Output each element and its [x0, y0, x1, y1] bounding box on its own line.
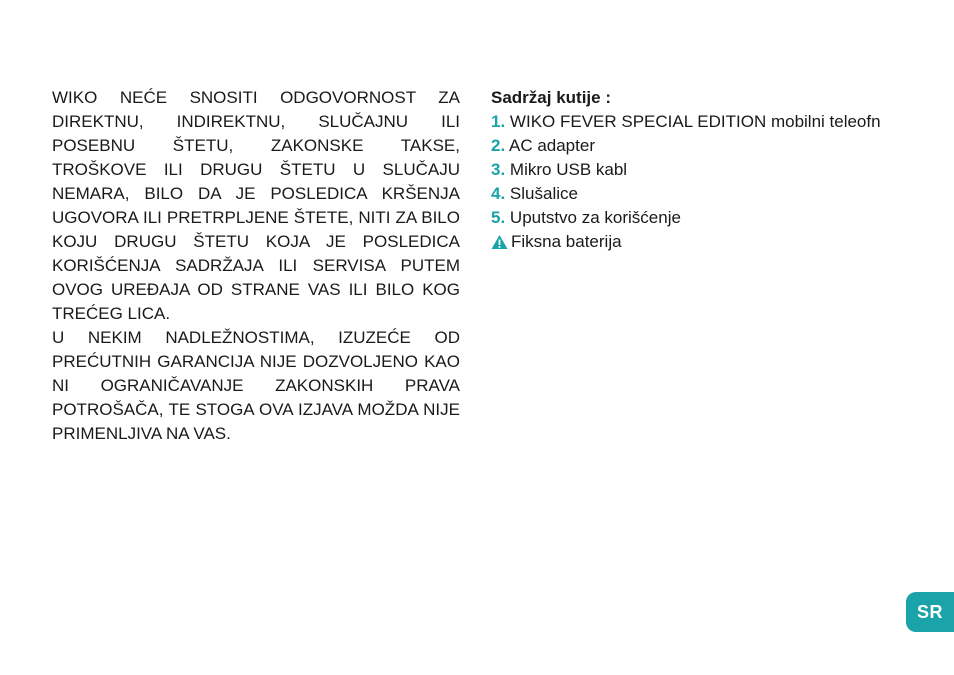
warning-text: Fiksna baterija — [511, 232, 622, 251]
disclaimer-paragraph-2: U NEKIM NADLEŽNOSTIMA, IZUZEĆE OD PREĆUTNIH GARANCIJA NIJE DOZVOLJENO KAO NI OGRANIČAVANJE ZAKONSKIH PRAVA POTROŠAČA, TE STOGA OVA IZJAVA MOŽDA NIJE PRIMENLJIVA NA VAS. — [52, 328, 460, 443]
item-number: 3. — [491, 160, 506, 179]
list-item — [491, 206, 931, 230]
list-item — [491, 110, 931, 134]
warning-item — [491, 230, 931, 254]
warning-triangle-icon — [491, 234, 508, 250]
item-text: AC adapter — [508, 136, 595, 155]
item-text: Uputstvo za korišćenje — [509, 208, 681, 227]
item-text: WIKO FEVER SPECIAL EDITION mobilni teleofn — [509, 112, 881, 131]
item-number: 4. — [491, 184, 506, 203]
list-item — [491, 182, 931, 206]
item-text: Mikro USB kabl — [509, 160, 628, 179]
list-item — [491, 134, 931, 158]
box-contents-section — [491, 86, 931, 254]
disclaimer-section — [52, 86, 460, 446]
language-tab: SR — [906, 592, 954, 632]
list-item — [491, 158, 931, 182]
box-contents-list — [491, 110, 931, 254]
box-contents-title: Sadržaj kutije : — [491, 88, 611, 107]
item-number: 1. — [491, 112, 506, 131]
item-number: 5. — [491, 208, 506, 227]
disclaimer-paragraph-1: WIKO NEĆE SNOSITI ODGOVORNOST ZA DIREKTNU, INDIREKTNU, SLUČAJNU ILI POSEBNU ŠTETU, ZAKONSKE TAKSE, TROŠKOVE ILI DRUGU ŠTETU U SLUČAJU NEMARA, BILO DA JE POSLEDICA KRŠENJA UGOVORA ILI PRETRPLJENE ŠTETE, NITI ZA BILO KOJU DRUGU ŠTETU KOJA JE POSLEDICA KORIŠĆENJA SADRŽAJA ILI SERVISA PUTEM OVOG UREĐAJA OD STRANE VAS ILI BILO KOG TREĆEG LICA. — [52, 88, 460, 323]
item-text: Slušalice — [509, 184, 578, 203]
item-number: 2. — [491, 136, 506, 155]
